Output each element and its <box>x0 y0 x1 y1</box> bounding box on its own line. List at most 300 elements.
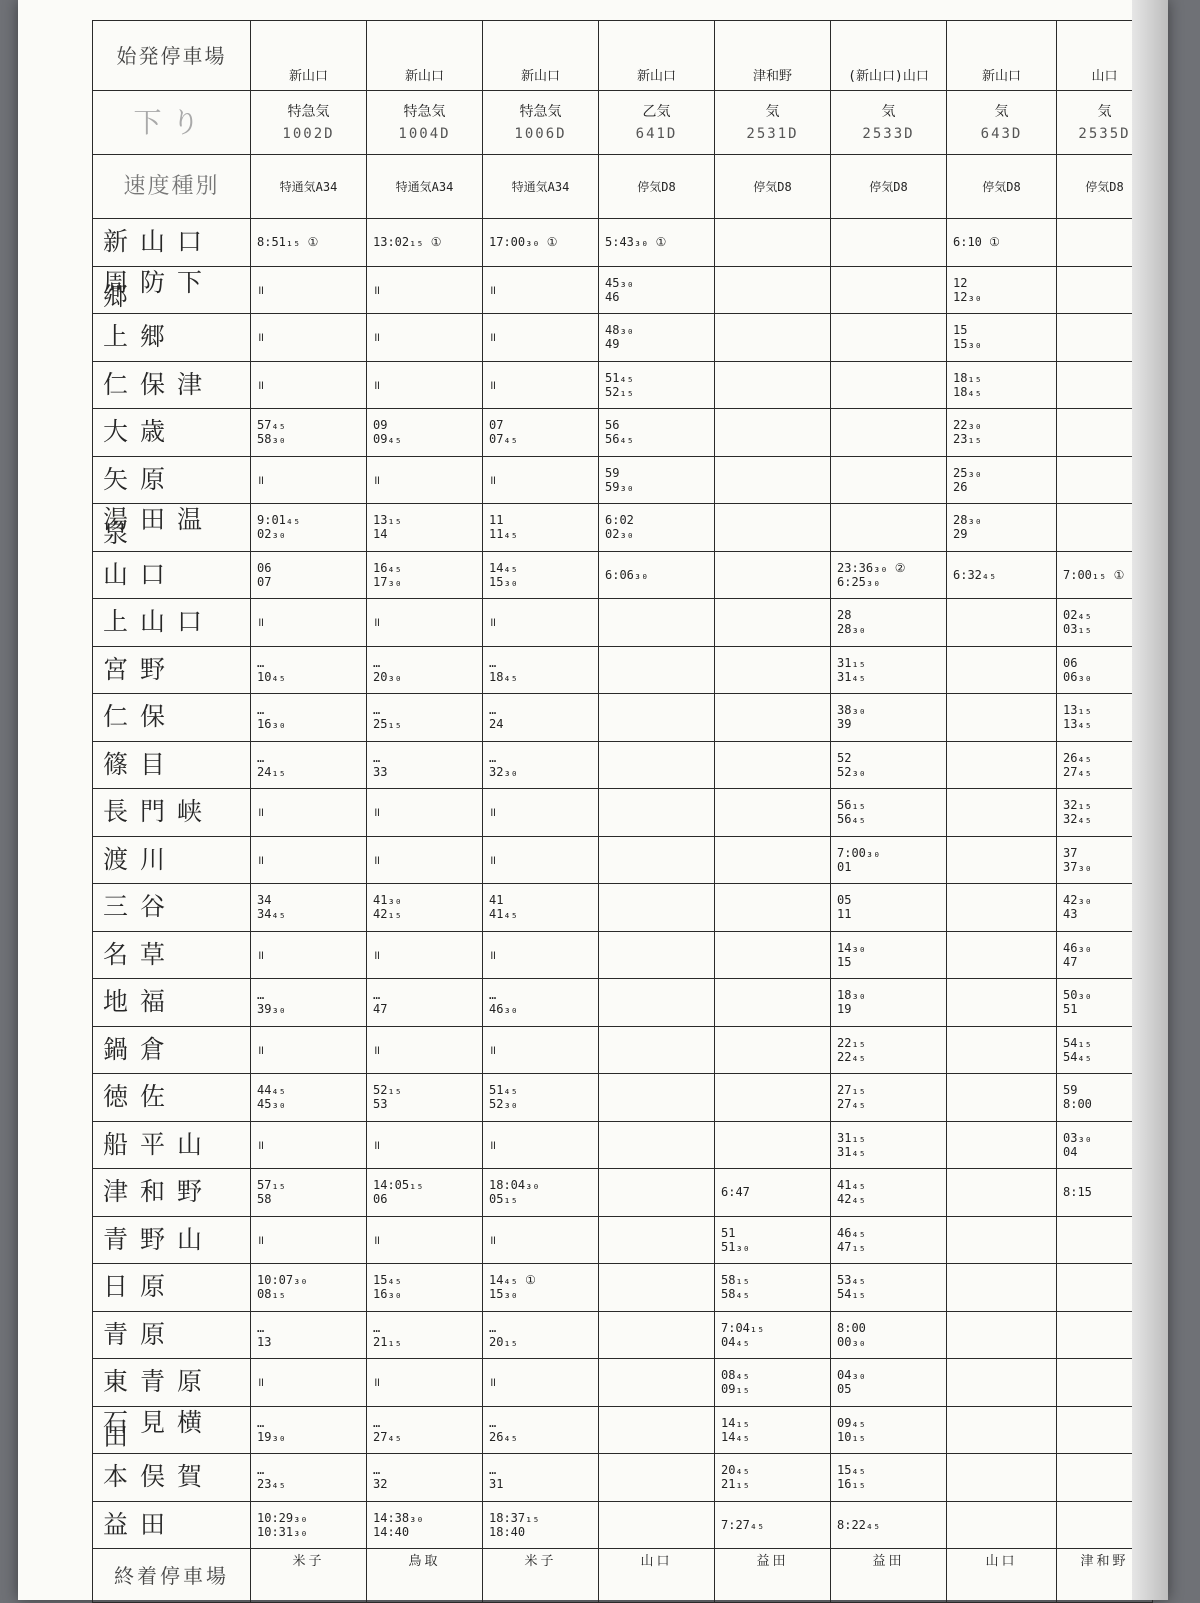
station-row <box>93 1121 1153 1169</box>
time-value: ॥ <box>373 615 381 630</box>
time-value: 32₁₅ 32₄₅ <box>1063 798 1092 827</box>
time-cell <box>251 1454 367 1502</box>
time-value: 45₃₀ 46 <box>605 275 634 304</box>
station-row <box>93 1406 1153 1454</box>
train-4-typeNum <box>599 91 715 155</box>
time-value: ॥ <box>373 1137 381 1152</box>
time-cell <box>483 931 599 979</box>
time-cell <box>251 599 367 647</box>
time-value: 41₄₅ 42₄₅ <box>837 1178 866 1207</box>
station-row <box>93 1216 1153 1264</box>
time-cell <box>251 1169 367 1217</box>
time-value: ॥ <box>257 1137 265 1152</box>
time-cell <box>599 1454 715 1502</box>
station-name: 徳佐 <box>93 1074 251 1122</box>
time-cell <box>599 1026 715 1074</box>
time-value: ॥ <box>373 1232 381 1247</box>
time-value: 13:02₁₅ ① <box>373 235 442 250</box>
station-name: 渡川 <box>93 836 251 884</box>
time-value: 57₁₅ 58 <box>257 1178 286 1207</box>
time-cell <box>367 1501 483 1549</box>
station-name: 津和野 <box>93 1169 251 1217</box>
time-cell <box>947 979 1057 1027</box>
time-value: ॥ <box>257 1042 265 1057</box>
time-cell <box>599 1406 715 1454</box>
time-value: 18₃₀ 19 <box>837 988 866 1017</box>
time-cell <box>251 1026 367 1074</box>
time-value: ॥ <box>257 330 265 345</box>
time-cell <box>831 884 947 932</box>
time-cell <box>715 266 831 314</box>
train-number: 643D <box>980 125 1023 142</box>
train-1-origin: 新山口 <box>251 21 367 91</box>
time-value: 15₄₅ 16₁₅ <box>837 1463 866 1492</box>
time-cell <box>483 456 599 504</box>
time-cell <box>947 1311 1057 1359</box>
time-cell <box>367 1074 483 1122</box>
time-value: ॥ <box>257 282 265 297</box>
time-cell <box>947 409 1057 457</box>
train-3-destination: 米子 <box>483 1549 599 1603</box>
station-row <box>93 219 1153 267</box>
time-cell <box>947 361 1057 409</box>
time-cell <box>947 219 1057 267</box>
station-name: 宮野 <box>93 646 251 694</box>
station-row <box>93 1359 1153 1407</box>
station-row <box>93 504 1153 552</box>
time-cell <box>483 1406 599 1454</box>
time-cell <box>251 219 367 267</box>
time-cell <box>831 219 947 267</box>
time-value: 08₄₅ 09₁₅ <box>721 1368 750 1397</box>
time-value: ॥ <box>257 947 265 962</box>
time-value: 56 56₄₅ <box>605 418 634 447</box>
time-value: 11 11₄₅ <box>489 513 518 542</box>
train-7-typeNum <box>947 91 1057 155</box>
time-cell <box>715 1121 831 1169</box>
time-value: ॥ <box>489 472 497 487</box>
time-cell <box>947 314 1057 362</box>
time-cell <box>483 1074 599 1122</box>
station-name: 船平山 <box>93 1121 251 1169</box>
time-value: ॥ <box>373 282 381 297</box>
time-cell <box>715 1074 831 1122</box>
time-value: 17:00₃₀ ① <box>489 235 558 250</box>
time-cell <box>367 836 483 884</box>
time-cell <box>831 1026 947 1074</box>
time-cell <box>483 314 599 362</box>
time-cell <box>831 1169 947 1217</box>
time-cell <box>947 741 1057 789</box>
time-cell <box>947 1169 1057 1217</box>
train-2-speed: 特通気A34 <box>367 155 483 219</box>
time-cell <box>599 931 715 979</box>
time-value: 59 59₃₀ <box>605 465 634 494</box>
time-cell <box>715 1359 831 1407</box>
time-value: 06 07 <box>257 560 272 589</box>
time-cell <box>715 1216 831 1264</box>
time-value: 9:01₄₅ 02₃₀ <box>257 513 301 542</box>
time-cell <box>599 741 715 789</box>
time-cell <box>483 1264 599 1312</box>
time-cell <box>251 266 367 314</box>
station-row <box>93 551 1153 599</box>
train-8-destination: 津和野 <box>1057 1549 1153 1603</box>
train-type: 特急気 <box>287 103 330 120</box>
time-cell <box>251 1264 367 1312</box>
time-cell <box>715 741 831 789</box>
time-cell <box>251 314 367 362</box>
time-cell <box>483 884 599 932</box>
time-value: ॥ <box>373 377 381 392</box>
station-row <box>93 694 1153 742</box>
time-cell <box>483 1216 599 1264</box>
row-header-label: 速度種別 <box>93 155 251 219</box>
time-value: 15₄₅ 16₃₀ <box>373 1273 402 1302</box>
time-value: ॥ <box>373 330 381 345</box>
station-row <box>93 456 1153 504</box>
time-cell <box>367 789 483 837</box>
time-cell <box>715 599 831 647</box>
station-name: 東青原 <box>93 1359 251 1407</box>
time-value: 18:04₃₀ 05₁₅ <box>489 1178 540 1207</box>
time-cell <box>251 1501 367 1549</box>
time-value: 51₄₅ 52₁₅ <box>605 370 634 399</box>
time-cell <box>715 646 831 694</box>
time-cell <box>599 1501 715 1549</box>
time-cell <box>831 931 947 979</box>
train-number: 1006D <box>514 125 567 142</box>
time-value: 09 09₄₅ <box>373 418 402 447</box>
train-1-typeNum <box>251 91 367 155</box>
time-cell <box>483 551 599 599</box>
time-cell <box>831 314 947 362</box>
time-cell <box>831 1311 947 1359</box>
time-value: 6:32₄₅ <box>953 567 997 582</box>
time-cell <box>831 789 947 837</box>
time-cell <box>599 1311 715 1359</box>
station-name: 青野山 <box>93 1216 251 1264</box>
time-value: 58₁₅ 58₄₅ <box>721 1273 750 1302</box>
time-cell <box>251 456 367 504</box>
station-name: 本俣賀 <box>93 1454 251 1502</box>
time-cell <box>483 409 599 457</box>
time-cell <box>831 694 947 742</box>
time-cell <box>831 1501 947 1549</box>
time-value: 42₃₀ 43 <box>1063 893 1092 922</box>
time-cell <box>715 931 831 979</box>
speed-row <box>93 155 1153 219</box>
station-row <box>93 1169 1153 1217</box>
time-value: ॥ <box>257 1232 265 1247</box>
train-6-speed: 停気D8 <box>831 155 947 219</box>
time-cell <box>483 266 599 314</box>
time-value: 05 11 <box>837 893 852 922</box>
time-value: 48₃₀ 49 <box>605 323 634 352</box>
time-cell <box>831 1121 947 1169</box>
station-row <box>93 1454 1153 1502</box>
time-cell <box>599 599 715 647</box>
time-cell <box>715 1169 831 1217</box>
time-value: 22₃₀ 23₁₅ <box>953 418 982 447</box>
time-value: 14₃₀ 15 <box>837 940 866 969</box>
time-value: 27₁₅ 27₄₅ <box>837 1083 866 1112</box>
train-type: 気 <box>994 103 1009 120</box>
time-cell <box>599 266 715 314</box>
time-cell <box>599 646 715 694</box>
time-value: 8:51₁₅ ① <box>257 235 319 250</box>
train-number: 2533D <box>862 125 915 142</box>
time-value: 02₄₅ 03₁₅ <box>1063 608 1092 637</box>
station-row <box>93 884 1153 932</box>
time-cell <box>715 1026 831 1074</box>
time-cell <box>367 931 483 979</box>
time-value: 6:47 <box>721 1185 750 1200</box>
time-cell <box>599 361 715 409</box>
time-cell <box>251 1121 367 1169</box>
time-cell <box>947 694 1057 742</box>
time-value: 25₃₀ 26 <box>953 465 982 494</box>
time-value: 22₁₅ 22₄₅ <box>837 1035 866 1064</box>
time-value: 41 41₄₅ <box>489 893 518 922</box>
time-cell <box>947 789 1057 837</box>
time-value: ॥ <box>489 947 497 962</box>
station-name: 仁保津 <box>93 361 251 409</box>
time-cell <box>251 1311 367 1359</box>
time-cell <box>599 789 715 837</box>
time-cell <box>367 219 483 267</box>
station-name: 仁保 <box>93 694 251 742</box>
time-cell <box>367 599 483 647</box>
train-3-speed: 特通気A34 <box>483 155 599 219</box>
time-value: ॥ <box>489 330 497 345</box>
time-value: 06 06₃₀ <box>1063 655 1092 684</box>
time-cell <box>947 1121 1057 1169</box>
time-value: ॥ <box>489 615 497 630</box>
time-cell <box>483 1169 599 1217</box>
time-cell <box>715 1311 831 1359</box>
time-value: … 31 <box>489 1463 504 1492</box>
time-value: … 20₃₀ <box>373 655 402 684</box>
time-cell <box>947 1264 1057 1312</box>
train-number: 1002D <box>282 125 335 142</box>
time-value: 14₄₅ 15₃₀ <box>489 560 518 589</box>
time-cell <box>831 1216 947 1264</box>
train-5-typeNum <box>715 91 831 155</box>
station-name: 新山口 <box>93 219 251 267</box>
time-value: … 23₄₅ <box>257 1463 286 1492</box>
time-cell <box>715 1264 831 1312</box>
time-value: ॥ <box>257 472 265 487</box>
train-1-destination: 米子 <box>251 1549 367 1603</box>
time-cell <box>831 1406 947 1454</box>
time-cell <box>367 1026 483 1074</box>
station-row <box>93 789 1153 837</box>
time-value: ॥ <box>489 1137 497 1152</box>
train-8-origin: 山口 <box>1057 21 1153 91</box>
time-value: ॥ <box>257 805 265 820</box>
time-cell <box>367 741 483 789</box>
station-row <box>93 314 1153 362</box>
time-cell <box>251 931 367 979</box>
station-name: 篠目 <box>93 741 251 789</box>
time-cell <box>483 504 599 552</box>
time-cell <box>483 599 599 647</box>
station-row <box>93 1074 1153 1122</box>
train-type: 気 <box>765 103 780 120</box>
station-row <box>93 931 1153 979</box>
time-cell <box>947 551 1057 599</box>
time-cell <box>947 456 1057 504</box>
time-cell <box>599 456 715 504</box>
time-cell <box>599 219 715 267</box>
time-value: ॥ <box>489 1232 497 1247</box>
time-cell <box>947 599 1057 647</box>
time-value: 37 37₃₀ <box>1063 845 1092 874</box>
time-cell <box>715 456 831 504</box>
next-page-edge <box>1132 0 1168 1600</box>
time-value: 50₃₀ 51 <box>1063 988 1092 1017</box>
time-value: 8:15 <box>1063 1185 1092 1200</box>
time-cell <box>367 504 483 552</box>
time-value: 6:10 ① <box>953 235 1000 250</box>
time-cell <box>483 361 599 409</box>
time-value: ॥ <box>489 377 497 392</box>
time-value: 7:00₁₅ ① <box>1063 567 1125 582</box>
time-value: 31₁₅ 31₄₅ <box>837 1130 866 1159</box>
time-cell <box>483 694 599 742</box>
time-cell <box>715 789 831 837</box>
terminus-row <box>93 1549 1153 1603</box>
time-value: 07 07₄₅ <box>489 418 518 447</box>
time-cell <box>715 1406 831 1454</box>
time-value: 52₁₅ 53 <box>373 1083 402 1112</box>
time-value: ॥ <box>257 377 265 392</box>
station-name: 日原 <box>93 1264 251 1312</box>
time-cell <box>947 884 1057 932</box>
time-cell <box>831 551 947 599</box>
time-value: 56₁₅ 56₄₅ <box>837 798 866 827</box>
time-value: 7:04₁₅ 04₄₅ <box>721 1320 765 1349</box>
time-cell <box>251 694 367 742</box>
station-name: 三谷 <box>93 884 251 932</box>
time-cell <box>483 979 599 1027</box>
time-cell <box>483 741 599 789</box>
time-value: 7:27₄₅ <box>721 1517 765 1532</box>
train-4-destination: 山口 <box>599 1549 715 1603</box>
time-value: ॥ <box>373 1375 381 1390</box>
time-cell <box>483 1454 599 1502</box>
time-cell <box>251 1074 367 1122</box>
station-row <box>93 266 1153 314</box>
time-value: … 18₄₅ <box>489 655 518 684</box>
time-cell <box>715 979 831 1027</box>
time-cell <box>599 551 715 599</box>
time-cell <box>483 1121 599 1169</box>
time-cell <box>251 646 367 694</box>
station-name: 鍋倉 <box>93 1026 251 1074</box>
train-type: 特急気 <box>519 103 562 120</box>
time-cell <box>367 1359 483 1407</box>
train-type: 気 <box>881 103 896 120</box>
station-row <box>93 361 1153 409</box>
station-row <box>93 409 1153 457</box>
time-value: ॥ <box>373 1042 381 1057</box>
train-number-row <box>93 91 1153 155</box>
time-cell <box>367 1406 483 1454</box>
time-value: 09₄₅ 10₁₅ <box>837 1415 866 1444</box>
time-cell <box>947 504 1057 552</box>
time-value: ॥ <box>373 947 381 962</box>
time-cell <box>483 1501 599 1549</box>
time-value: … 24₁₅ <box>257 750 286 779</box>
time-value: 10:07₃₀ 08₁₅ <box>257 1273 308 1302</box>
time-cell <box>715 884 831 932</box>
time-cell <box>483 1311 599 1359</box>
time-cell <box>367 694 483 742</box>
time-cell <box>367 456 483 504</box>
train-6-typeNum <box>831 91 947 155</box>
train-number: 641D <box>635 125 678 142</box>
time-cell <box>599 1359 715 1407</box>
time-value: … 21₁₅ <box>373 1320 402 1349</box>
time-cell <box>483 1026 599 1074</box>
time-value: 8:00 00₃₀ <box>837 1320 866 1349</box>
time-cell <box>831 361 947 409</box>
time-value: … 16₃₀ <box>257 703 286 732</box>
time-cell <box>715 1501 831 1549</box>
time-value: 59 8:00 <box>1063 1083 1092 1112</box>
time-value: ॥ <box>257 852 265 867</box>
time-cell <box>947 1501 1057 1549</box>
time-cell <box>831 1359 947 1407</box>
station-name: 山口 <box>93 551 251 599</box>
time-value: 18₁₅ 18₄₅ <box>953 370 982 399</box>
time-value: 34 34₄₅ <box>257 893 286 922</box>
time-cell <box>947 1216 1057 1264</box>
train-7-speed: 停気D8 <box>947 155 1057 219</box>
time-cell <box>715 409 831 457</box>
time-value: … 19₃₀ <box>257 1415 286 1444</box>
time-value: 46₄₅ 47₁₅ <box>837 1225 866 1254</box>
time-value: ॥ <box>489 852 497 867</box>
time-cell <box>367 1264 483 1312</box>
time-cell <box>599 314 715 362</box>
time-value: 5:43₃₀ ① <box>605 235 667 250</box>
time-cell <box>831 409 947 457</box>
time-value: 6:02 02₃₀ <box>605 513 634 542</box>
time-value: … 13 <box>257 1320 272 1349</box>
time-cell <box>599 979 715 1027</box>
time-cell <box>367 266 483 314</box>
station-row <box>93 1311 1153 1359</box>
time-cell <box>947 1406 1057 1454</box>
train-7-destination: 山口 <box>947 1549 1057 1603</box>
time-cell <box>947 266 1057 314</box>
time-value: 16₄₅ 17₃₀ <box>373 560 402 589</box>
time-value: … 27₄₅ <box>373 1415 402 1444</box>
station-row <box>93 599 1153 647</box>
time-cell <box>831 266 947 314</box>
time-value: ॥ <box>257 1375 265 1390</box>
time-value: … 47 <box>373 988 388 1017</box>
station-name: 長門峡 <box>93 789 251 837</box>
train-2-destination: 鳥取 <box>367 1549 483 1603</box>
train-1-speed: 特通気A34 <box>251 155 367 219</box>
station-row <box>93 1501 1153 1549</box>
time-cell <box>251 551 367 599</box>
row-header-label: 終着停車場 <box>93 1549 251 1603</box>
